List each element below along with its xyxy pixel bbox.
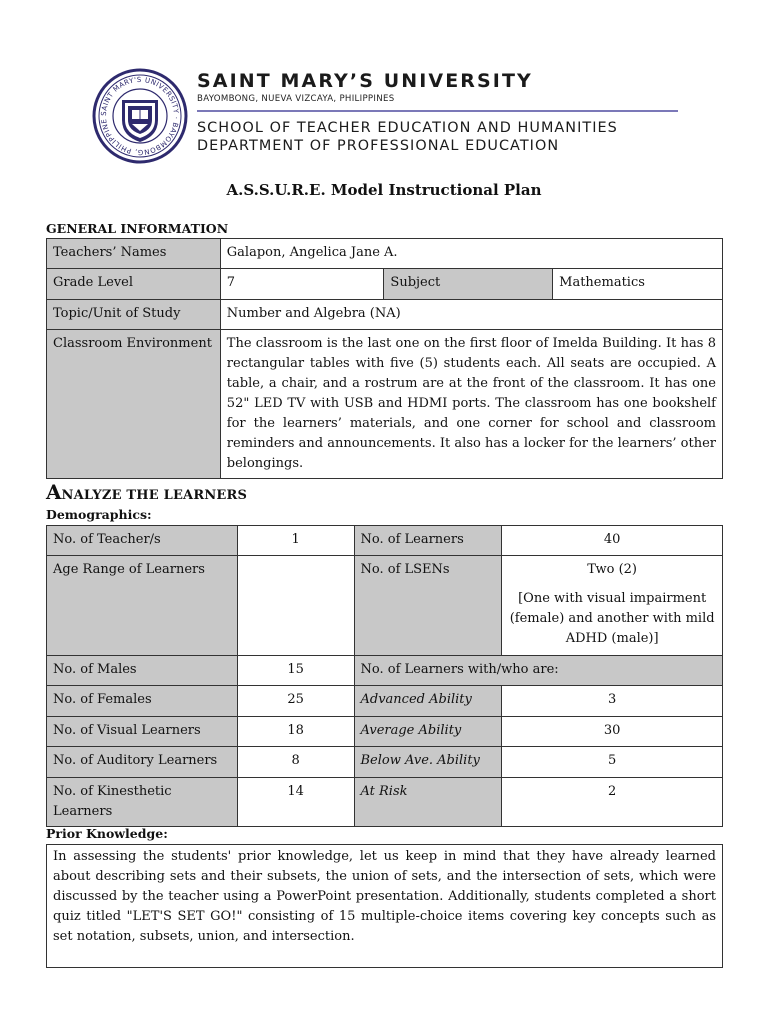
school-name: SCHOOL OF TEACHER EDUCATION AND HUMANITIES <box>197 120 618 136</box>
teachers-names-label: Teachers’ Names <box>47 239 221 269</box>
topic-value: Number and Algebra (NA) <box>220 300 722 330</box>
females-label: No. of Females <box>47 686 238 717</box>
topic-label: Topic/Unit of Study <box>47 300 221 330</box>
subject-value: Mathematics <box>553 269 723 300</box>
males-label: No. of Males <box>47 656 238 686</box>
university-seal-logo <box>92 68 188 164</box>
table-row <box>47 269 723 300</box>
university-address: BAYOMBONG, NUEVA VIZCAYA, PHILIPPINES <box>197 94 395 104</box>
document-title: A.S.S.U.R.E. Model Instructional Plan <box>226 181 542 199</box>
age-range-value <box>237 556 354 656</box>
table-row <box>47 778 723 827</box>
learners-with-label: No. of Learners with/who are: <box>354 656 723 686</box>
at-risk-value: 2 <box>502 778 723 827</box>
grade-level-label: Grade Level <box>47 269 221 300</box>
advanced-ability-value: 3 <box>502 686 723 717</box>
analyze-heading-rest: NALYZE THE LEARNERS <box>61 488 248 503</box>
table-row <box>47 239 723 269</box>
table-row <box>47 686 723 717</box>
advanced-ability-label: Advanced Ability <box>354 686 502 717</box>
teachers-count-value: 1 <box>237 526 354 556</box>
table-row <box>47 717 723 747</box>
prior-knowledge-text: In assessing the students' prior knowledge, let us keep in mind that they have already learned about describing sets and their subsets, the union of sets, and the intersection of sets, which were discussed by the teacher using a PowerPoint presentation. Additionally, students completed a short quiz titled "LET'S SET GO!" consisting of 15 multiple-choice items covering key concepts such as set notation, subsets, union, and intersection. <box>46 844 723 968</box>
lsen-note: [One with visual impairment (female) and another with mild ADHD (male)] <box>509 591 715 646</box>
lsen-count-label: No. of LSENs <box>354 556 502 656</box>
analyze-heading-initial: A <box>46 480 62 504</box>
auditory-learners-value: 8 <box>237 747 354 778</box>
visual-learners-label: No. of Visual Learners <box>47 717 238 747</box>
grade-level-value: 7 <box>220 269 384 300</box>
general-info-table <box>46 238 723 479</box>
teachers-count-label: No. of Teacher/s <box>47 526 238 556</box>
lsen-count-value: Two (2) <box>587 562 638 577</box>
classroom-env-label: Classroom Environment <box>47 330 221 479</box>
below-ave-ability-label: Below Ave. Ability <box>354 747 502 778</box>
demographics-table <box>46 525 723 827</box>
females-value: 25 <box>237 686 354 717</box>
lsen-count-cell <box>502 556 723 656</box>
general-info-heading: GENERAL INFORMATION <box>46 221 229 236</box>
kinesthetic-learners-value: 14 <box>237 778 354 827</box>
visual-learners-value: 18 <box>237 717 354 747</box>
table-row <box>47 330 723 479</box>
svg-text:SAINT MARY'S UNIVERSITY · BAYO: SAINT MARY'S UNIVERSITY · BAYOMBONG, PHILIPPINE <box>99 75 181 157</box>
demographics-label: Demographics: <box>46 507 152 522</box>
kinesthetic-learners-label: No. of Kinesthetic Learners <box>47 778 238 827</box>
university-name: SAINT MARY’S UNIVERSITY <box>197 70 533 92</box>
at-risk-label: At Risk <box>354 778 502 827</box>
teachers-names-value: Galapon, Angelica Jane A. <box>220 239 722 269</box>
learners-count-label: No. of Learners <box>354 526 502 556</box>
below-ave-ability-value: 5 <box>502 747 723 778</box>
table-row <box>47 300 723 330</box>
males-value: 15 <box>237 656 354 686</box>
learners-count-value: 40 <box>502 526 723 556</box>
table-row <box>47 556 723 656</box>
department-name: DEPARTMENT OF PROFESSIONAL EDUCATION <box>197 138 560 154</box>
subject-label: Subject <box>384 269 553 300</box>
auditory-learners-label: No. of Auditory Learners <box>47 747 238 778</box>
age-range-label: Age Range of Learners <box>47 556 238 656</box>
header-divider <box>197 110 678 112</box>
table-row <box>47 656 723 686</box>
classroom-env-value: The classroom is the last one on the first floor of Imelda Building. It has 8 rectangular tables with five (5) students each. All seats are occupied. A table, a chair, and a rostrum are at the front of the classroom. It has one 52" LED TV with USB and HDMI ports. The classroom has one bookshelf for the learners’ materials, and one corner for school and classroom reminders and announcements. It also has a locker for the learners’ other belongings. <box>220 330 722 479</box>
prior-knowledge-heading: Prior Knowledge: <box>46 826 168 841</box>
average-ability-value: 30 <box>502 717 723 747</box>
analyze-learners-heading <box>46 480 247 504</box>
average-ability-label: Average Ability <box>354 717 502 747</box>
table-row <box>47 747 723 778</box>
table-row <box>47 526 723 556</box>
